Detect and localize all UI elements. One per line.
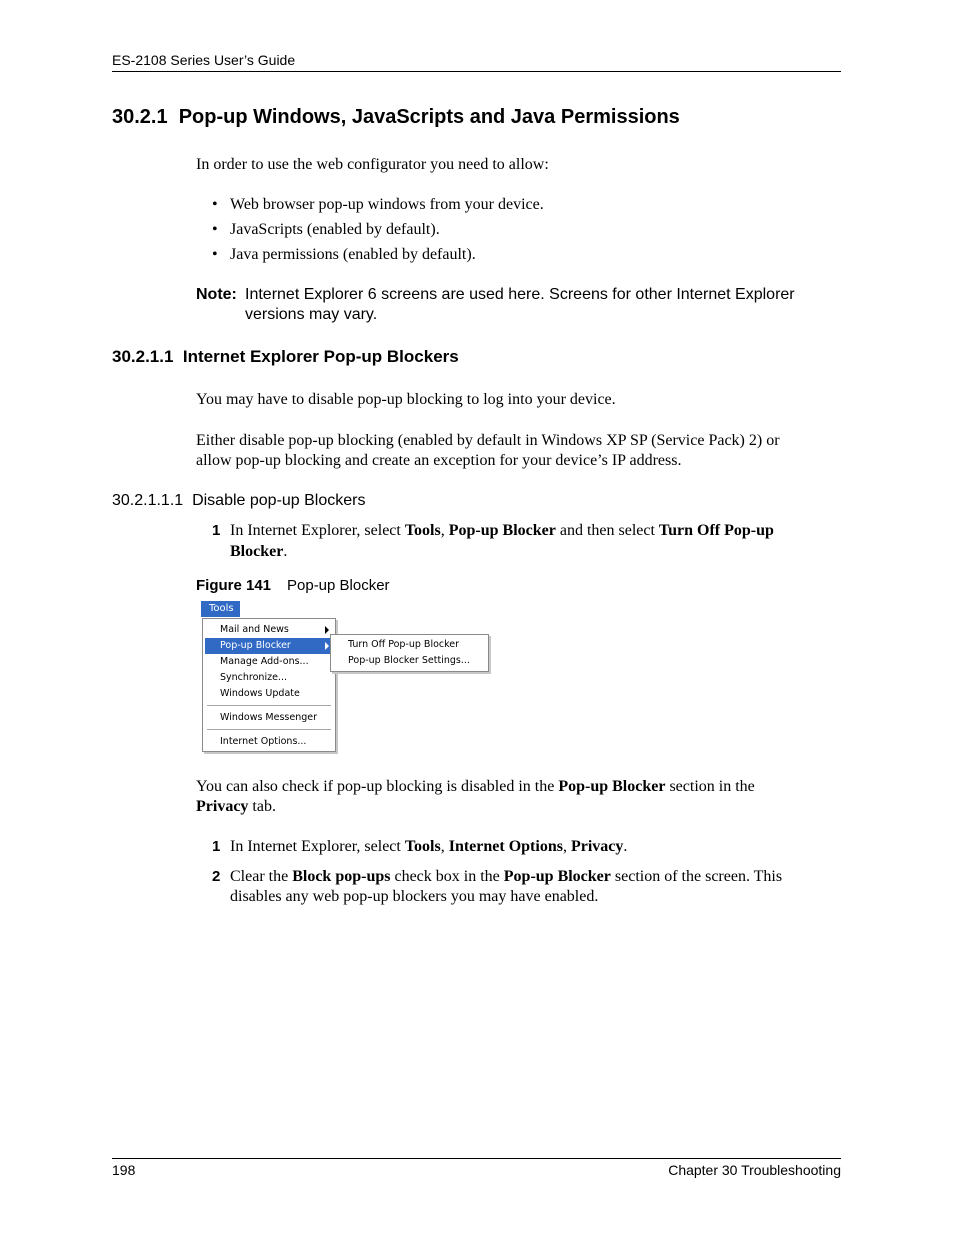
pop-up-blocker-submenu (330, 634, 489, 672)
privacy-paragraph-line2: Privacy tab. (196, 798, 276, 815)
section-heading: 30.2.1 Pop-up Windows, JavaScripts and Java Permissions (112, 106, 680, 128)
menu-item-internet-options[interactable]: Internet Options... (220, 736, 307, 747)
step-number: 2 (212, 868, 221, 885)
tools-menu-button[interactable]: Tools (201, 601, 240, 617)
intro-paragraph: In order to use the web configurator you need to allow: (196, 156, 549, 173)
page-number: 198 (112, 1162, 136, 1178)
step-number: 1 (212, 522, 221, 539)
submenu-item-turn-off-pop-up-blocker[interactable]: Turn Off Pop-up Blocker (348, 639, 460, 650)
figure-label: Figure 141 (196, 577, 272, 594)
menu-item-windows-update[interactable]: Windows Update (220, 688, 300, 699)
submenu-item-pop-up-blocker-settings[interactable]: Pop-up Blocker Settings... (348, 655, 470, 666)
footer-rule (112, 1158, 841, 1159)
step-text: In Internet Explorer, select Tools, Internet Options, Privacy. (230, 838, 628, 855)
subsubsection-heading: 30.2.1.1.1 Disable pop-up Blockers (112, 492, 366, 509)
figure-caption: Pop-up Blocker (287, 577, 390, 594)
subsection-heading: 30.2.1.1 Internet Explorer Pop-up Blockers (112, 347, 459, 366)
step-number: 1 (212, 838, 221, 855)
chevron-right-icon (325, 642, 329, 650)
menu-separator (207, 705, 331, 706)
menu-item-pop-up-blocker[interactable]: Pop-up Blocker (205, 638, 333, 654)
menu-screenshot (200, 600, 490, 754)
chapter-footer: Chapter 30 Troubleshooting (668, 1162, 841, 1178)
note-text-line1: Internet Explorer 6 screens are used here. Screens for other Internet Explorer (245, 286, 795, 303)
menu-item-synchronize[interactable]: Synchronize... (220, 672, 287, 683)
menu-separator (207, 729, 331, 730)
note-label: Note: (196, 286, 237, 303)
menu-item-windows-messenger[interactable]: Windows Messenger (220, 712, 318, 723)
subsection-paragraph-2-line1: Either disable pop-up blocking (enabled by default in Windows XP SP (Service Pack) 2) or (196, 432, 780, 449)
menu-item-mail-and-news[interactable]: Mail and News (205, 622, 333, 638)
step-text: Clear the Block pop-ups check box in the Pop-up Blocker section of the screen. This (230, 868, 783, 885)
step-text: In Internet Explorer, select Tools, Pop-up Blocker and then select Turn Off Pop-up (230, 522, 774, 539)
tools-menu (202, 618, 336, 752)
step-text-line2: Blocker. (230, 543, 288, 560)
note-text-line2: versions may vary. (245, 306, 378, 323)
chevron-right-icon (325, 626, 329, 634)
header-rule (112, 71, 841, 72)
step-text-line2: disables any web pop-up blockers you may have enabled. (230, 888, 599, 905)
subsection-paragraph-1: You may have to disable pop-up blocking to log into your device. (196, 391, 616, 408)
privacy-paragraph-line1: You can also check if pop-up blocking is disabled in the Pop-up Blocker section in the (196, 778, 755, 795)
running-header: ES-2108 Series User’s Guide (112, 52, 296, 68)
subsection-paragraph-2-line2: allow pop-up blocking and create an exception for your device’s IP address. (196, 452, 682, 469)
menu-item-manage-add-ons[interactable]: Manage Add-ons... (220, 656, 309, 667)
